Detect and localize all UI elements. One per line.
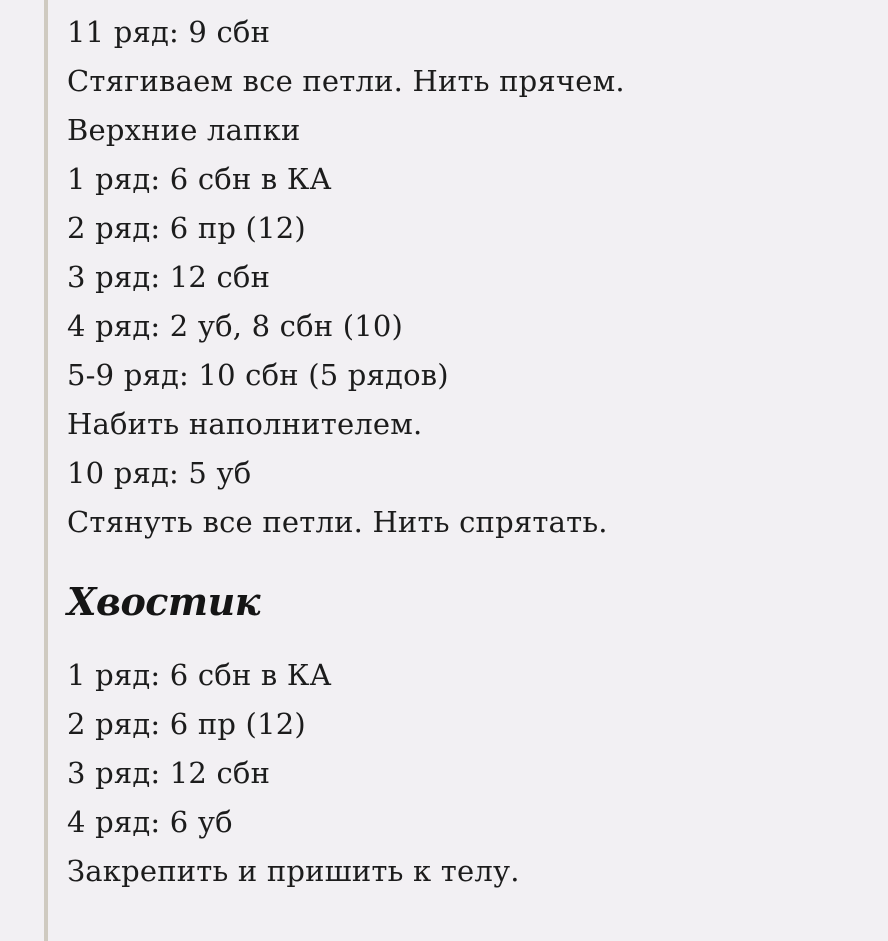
text-line: 10 ряд: 5 уб [67,456,252,490]
text-line: Набить наполнителем. [67,407,423,441]
pattern-text [67,8,868,896]
text-line: 2 ряд: 6 пр (12) [67,707,306,741]
text-line: 3 ряд: 12 сбн [67,756,271,790]
text-line: Стягиваем все петли. Нить прячем. [67,64,625,98]
text-line: Стянуть все петли. Нить спрятать. [67,505,608,539]
text-line: 1 ряд: 6 сбн в КА [67,658,332,692]
text-line: 1 ряд: 6 сбн в КА [67,162,332,196]
text-line: 4 ряд: 6 уб [67,805,233,839]
text-line: 5-9 ряд: 10 сбн (5 рядов) [67,358,449,392]
text-line: 3 ряд: 12 сбн [67,260,271,294]
text-line: 11 ряд: 9 сбн [67,15,271,49]
section-heading: Хвостик [67,579,260,624]
subsection-label: Верхние лапки [67,113,301,147]
text-line: 2 ряд: 6 пр (12) [67,211,306,245]
text-line: Закрепить и пришить к телу. [67,854,520,888]
text-line: 4 ряд: 2 уб, 8 сбн (10) [67,309,404,343]
left-margin-rule [44,0,48,941]
